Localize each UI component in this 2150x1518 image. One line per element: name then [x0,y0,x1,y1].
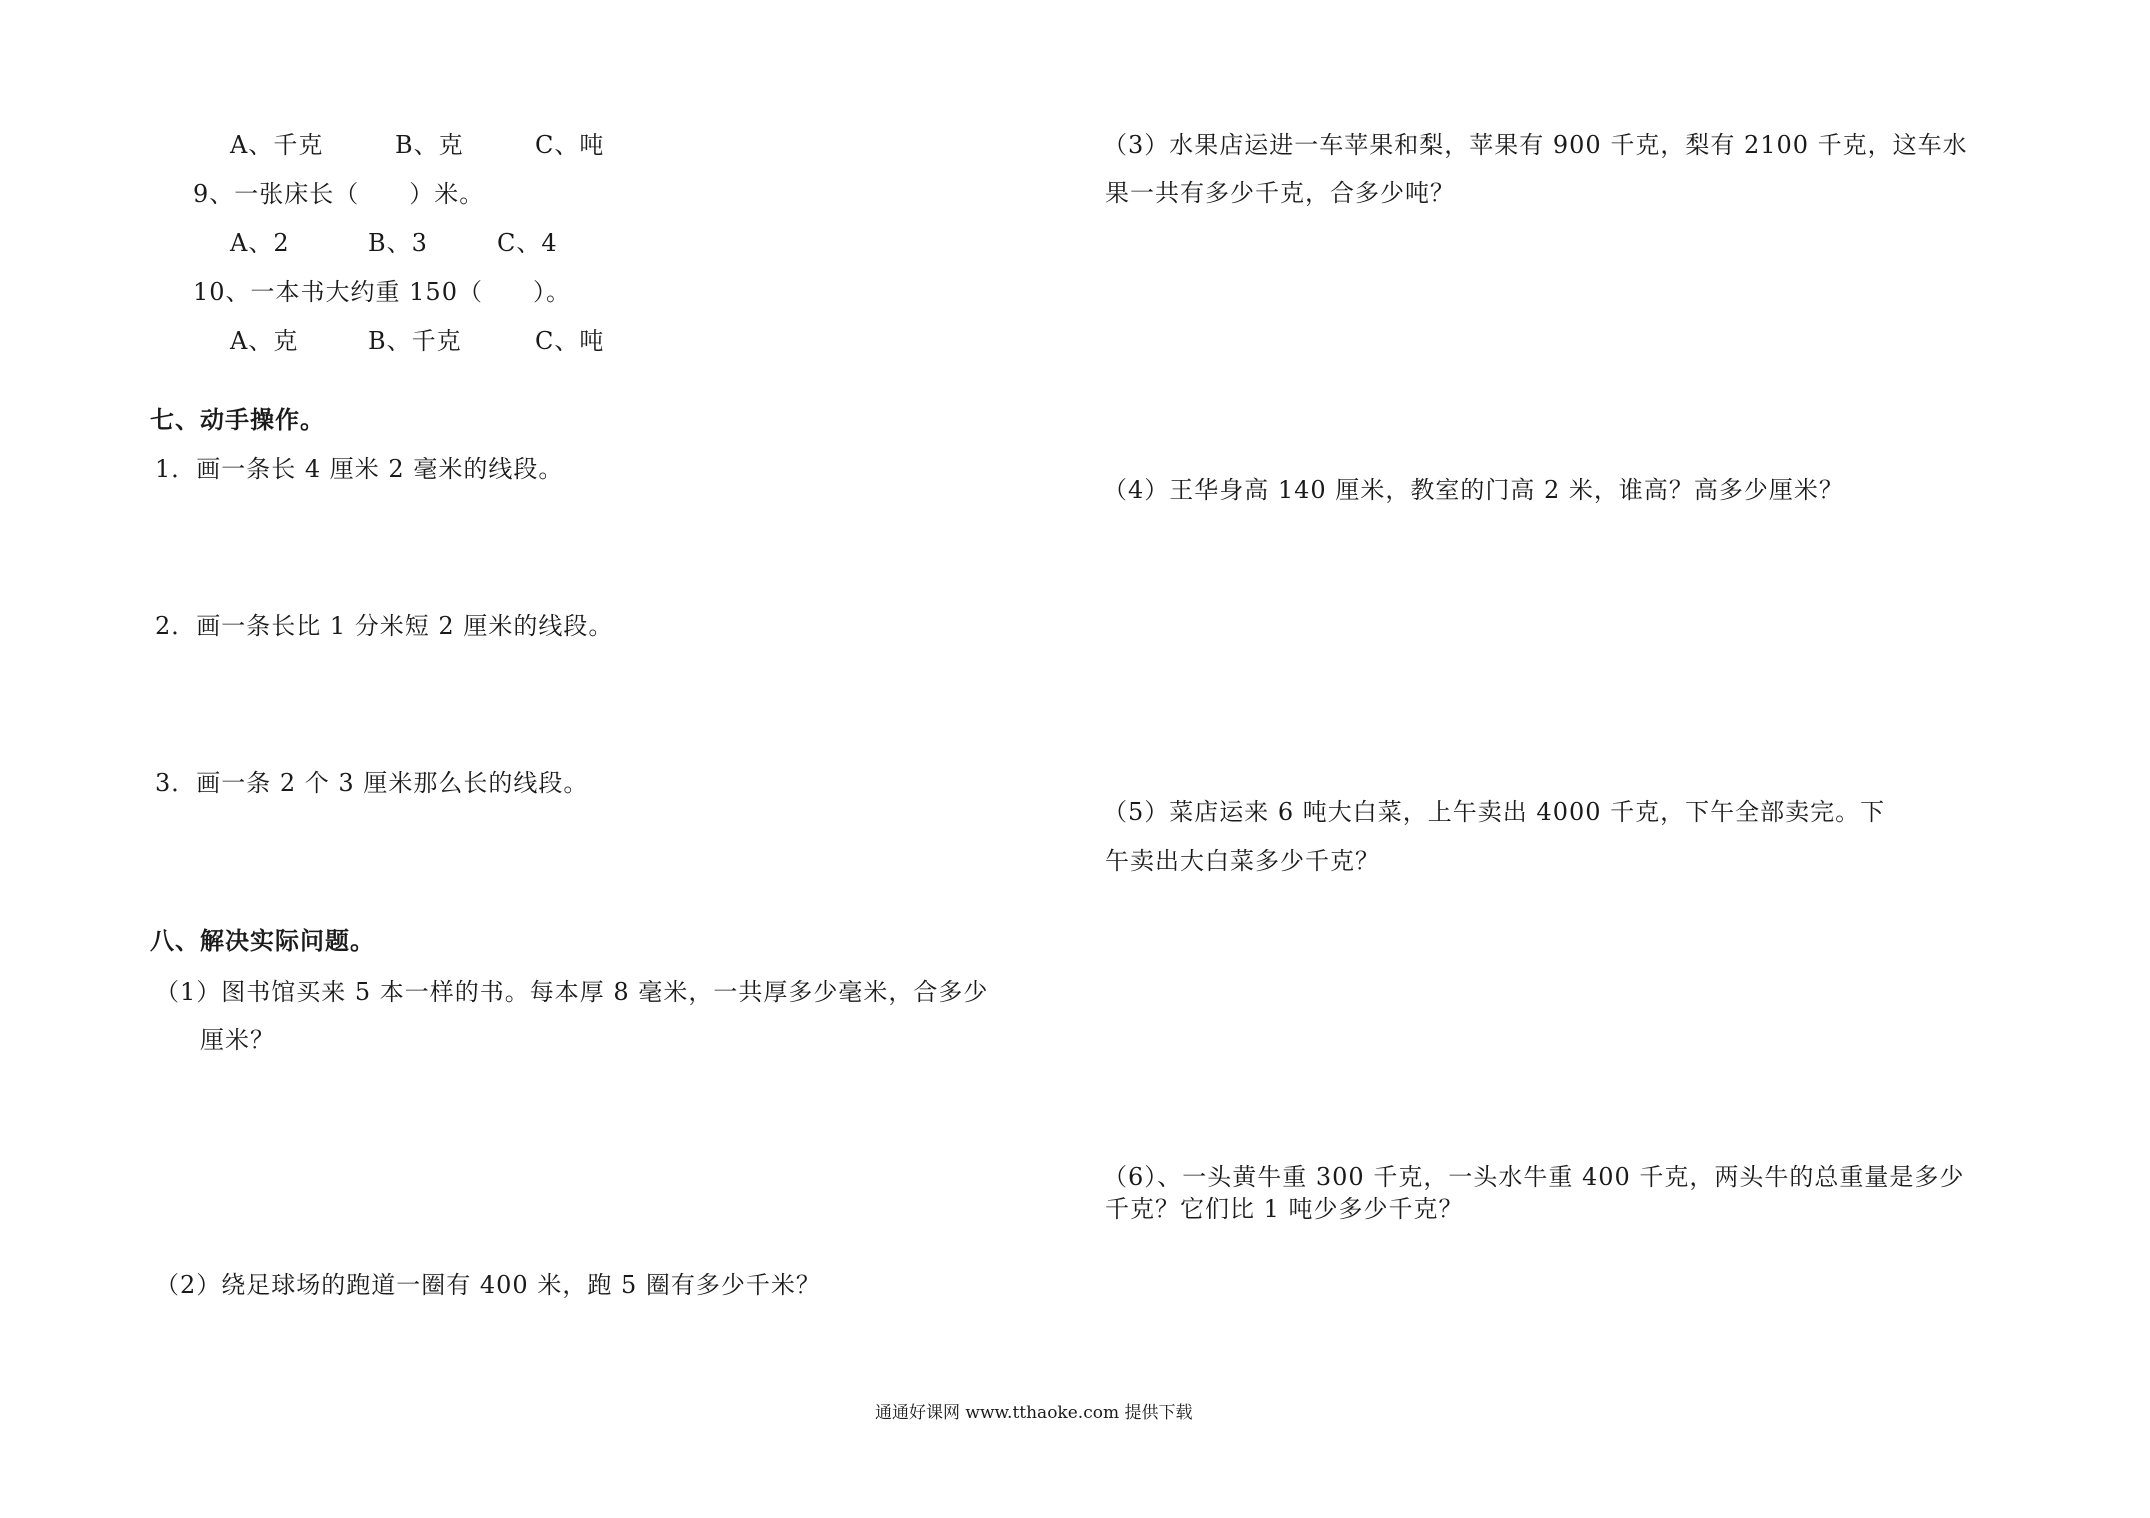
q8-option-a: A、千克 [230,131,324,159]
problem-4: （4）王华身高 140 厘米，教室的门高 2 米，谁高？高多少厘米？ [1103,476,1844,504]
problem-6-line-2: 千克？它们比 1 吨少多少千克？ [1105,1195,1464,1223]
problem-6-line-1: （6）、一头黄牛重 300 千克，一头水牛重 400 千克，两头牛的总重量是多少 [1103,1163,1965,1191]
problem-1-line-1: （1）图书馆买来 5 本一样的书。每本厚 8 毫米，一共厚多少毫米，合多少 [155,978,989,1006]
problem-5-line-2: 午卖出大白菜多少千克？ [1105,847,1380,875]
q9-option-a: A、2 [230,229,290,257]
section-8-title: 八、解决实际问题。 [150,927,375,955]
problem-5-line-1: （5）菜店运来 6 吨大白菜，上午卖出 4000 千克，下午全部卖完。下 [1103,798,1886,826]
problem-3-line-2: 果一共有多少千克，合多少吨？ [1105,179,1455,207]
page-footer: 通通好课网 www.tthaoke.com 提供下载 [875,1403,1193,1423]
problem-3-line-1: （3）水果店运进一车苹果和梨，苹果有 900 千克，梨有 2100 千克，这车水 [1103,131,1968,159]
problem-2: （2）绕足球场的跑道一圈有 400 米，跑 5 圈有多少千米？ [155,1271,821,1299]
q10-option-c: C、吨 [535,327,605,355]
section-7-title: 七、动手操作。 [150,406,325,434]
q10-option-a: A、克 [230,327,299,355]
q8-option-c: C、吨 [535,131,605,159]
section-7-item-2: 2．画一条长比 1 分米短 2 厘米的线段。 [155,612,614,640]
question-10: 10、一本书大约重 150（ ）。 [193,278,571,306]
q8-option-b: B、克 [395,131,464,159]
q9-option-c: C、4 [497,229,558,257]
question-9: 9、一张床长（ ）米。 [193,180,485,208]
q9-option-b: B、3 [368,229,428,257]
section-7-item-1: 1．画一条长 4 厘米 2 毫米的线段。 [155,455,564,483]
problem-1-line-2: 厘米？ [200,1026,275,1054]
section-7-item-3: 3．画一条 2 个 3 厘米那么长的线段。 [155,769,589,797]
q10-option-b: B、千克 [368,327,462,355]
